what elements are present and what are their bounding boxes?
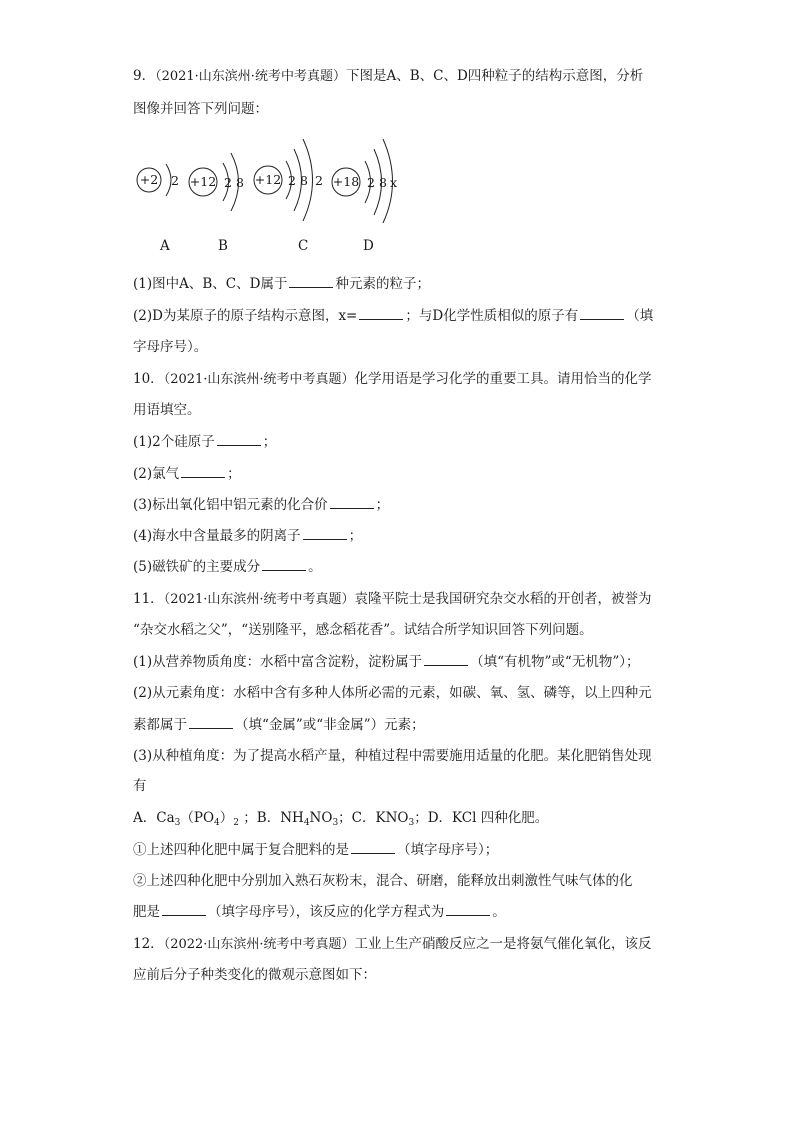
q11-part1-tail: （填“有机物”或“无机物”）； xyxy=(470,654,640,670)
q11-sub1 xyxy=(133,840,498,860)
q11-sub2-line1 xyxy=(133,871,633,891)
particle-label-D: D xyxy=(363,238,374,254)
particle-label-C: C xyxy=(298,238,309,254)
q9-stem-a: 下图是A、B、C、D四种粒子的结构示意图，分析 xyxy=(345,68,644,84)
q11-number: 11． xyxy=(133,591,164,607)
q11-sub2-text: ②上述四种化肥中分别加入熟石灰粉末，混合、研磨，能释放出刺激性气味气体的化 xyxy=(133,873,633,889)
fertilizer-d: ；D．KCl 四种化肥。 xyxy=(414,810,549,826)
q10-item-1 xyxy=(133,432,276,452)
q12-stem-a: 工业上生产硝酸反应之一是将氨气催化氧化，该反 xyxy=(354,936,652,952)
answer-blank[interactable] xyxy=(446,902,490,916)
particle-D-shell-3: x xyxy=(390,175,398,190)
q10-item-end: ； xyxy=(227,466,241,482)
q9-stem-line2 xyxy=(133,99,268,119)
q12-source: （2022·山东滨州·统考中考真题） xyxy=(163,937,355,952)
q11-part2-text: (2)从元素角度：水稻中含有多种人体所必需的元素，如碳、氧、氢、磷等，以上四种元 xyxy=(133,685,652,701)
answer-blank[interactable] xyxy=(580,306,624,320)
fertilizer-a: A．Ca xyxy=(133,810,175,826)
q11-sub2-end: 。 xyxy=(492,904,506,920)
particle-D-shell-2: 8 xyxy=(379,175,387,190)
answer-blank[interactable] xyxy=(359,306,403,320)
q12-stem-line1 xyxy=(133,934,652,955)
particle-C-shell-2: 8 xyxy=(300,173,308,188)
subscript: 4 xyxy=(303,818,310,828)
q9-stem-line1 xyxy=(133,66,643,87)
answer-blank[interactable] xyxy=(303,526,347,540)
particle-C-shell-3: 2 xyxy=(315,173,323,188)
particle-C-nucleus: +12 xyxy=(254,172,282,187)
q11-sub2-mid: （填字母序号），该反应的化学方程式为 xyxy=(208,904,445,920)
subscript: 3 xyxy=(332,818,339,828)
fertilizer-b: ；B．NH xyxy=(243,810,304,826)
fertilizer-b-part: NO xyxy=(309,810,333,826)
q10-item-text: (3)标出氧化铝中铝元素的化合价 xyxy=(133,497,328,513)
q9-part2-fill: （填 xyxy=(626,308,654,324)
q11-part3-line1 xyxy=(133,746,652,766)
q11-stem-b: “杂交水稻之父”，“送别隆平，感念稻花香”。试结合所学知识回答下列问题。 xyxy=(133,622,593,638)
q11-part3-line2 xyxy=(133,776,147,796)
q11-stem-line1 xyxy=(133,589,652,610)
q10-item-end: ； xyxy=(375,497,390,513)
answer-blank[interactable] xyxy=(181,464,225,478)
q12-stem-line2 xyxy=(133,965,376,985)
subscript: 4 xyxy=(214,818,220,828)
answer-blank[interactable] xyxy=(289,274,333,288)
particle-label-B: B xyxy=(218,238,228,254)
q10-item-5 xyxy=(133,557,322,577)
q11-part2-b: 素都属于 xyxy=(133,717,187,733)
q10-item-3 xyxy=(133,495,389,515)
answer-blank[interactable] xyxy=(262,557,306,571)
q10-number: 10． xyxy=(133,371,164,387)
q11-stem-a: 袁隆平院士是我国研究杂交水稻的开创者，被誉为 xyxy=(354,591,652,607)
q10-stem-b: 用语填空。 xyxy=(133,402,201,418)
q10-source: （2021·山东滨州·统考中考真题） xyxy=(163,372,355,387)
particle-A-shell-1: 2 xyxy=(171,173,179,188)
q11-sub1-tail: （填字母序号）； xyxy=(397,842,499,858)
answer-blank[interactable] xyxy=(351,840,395,854)
q11-part2-line2 xyxy=(133,715,425,735)
subscript: 3 xyxy=(174,818,181,828)
q11-sub1-text: ①上述四种化肥中属于复合肥料的是 xyxy=(133,842,349,858)
particle-B xyxy=(189,153,244,211)
answer-blank[interactable] xyxy=(217,432,261,446)
particle-A-nucleus: +2 xyxy=(139,172,159,187)
fertilizer-c: ；C．KNO xyxy=(338,810,409,826)
q10-item-2 xyxy=(133,464,241,484)
particle-D xyxy=(332,139,397,223)
subscript: 2 xyxy=(233,818,239,828)
q11-part2-line1 xyxy=(133,683,652,703)
q9-part1-text: (1)图中A、B、C、D属于 xyxy=(133,276,288,292)
particle-B-shell-1: 2 xyxy=(224,175,232,190)
q9-part2-cont xyxy=(133,337,207,357)
particle-C-shell-1: 2 xyxy=(288,173,296,188)
q10-stem-line1 xyxy=(133,369,652,390)
q11-stem-line2 xyxy=(133,620,593,640)
q10-item-text: (1)2个硅原子 xyxy=(133,434,215,450)
q10-item-4 xyxy=(133,526,362,546)
answer-blank[interactable] xyxy=(424,652,468,666)
q11-sub2-b: 肥是 xyxy=(133,904,160,920)
q11-part1 xyxy=(133,652,639,672)
fertilizer-a-part: （PO xyxy=(180,810,215,826)
q11-fertilizers xyxy=(133,808,548,828)
q10-stem-line2 xyxy=(133,400,201,420)
q10-stem-a: 化学用语是学习化学的重要工具。请用恰当的化学 xyxy=(354,371,652,387)
q9-stem-b: 图像并回答下列问题： xyxy=(133,101,268,117)
q11-part2-tail: （填“金属”或“非金属”）元素； xyxy=(235,717,425,733)
particle-label-A: A xyxy=(160,238,170,254)
q11-source: （2021·山东滨州·统考中考真题） xyxy=(163,592,355,607)
q12-stem-b: 应前后分子种类变化的微观示意图如下： xyxy=(133,967,376,983)
q12-number: 12． xyxy=(133,936,164,952)
particle-C xyxy=(254,139,323,221)
q10-item-end: ； xyxy=(262,434,277,450)
q10-item-text: (4)海水中含量最多的阴离子 xyxy=(133,528,301,544)
q9-part2-text: (2)D为某原子的原子结构示意图，x= xyxy=(133,308,358,324)
q9-part1-tail: 种元素的粒子； xyxy=(335,276,430,292)
atom-structure-diagram xyxy=(128,133,428,223)
particle-A xyxy=(137,164,179,196)
q11-part1-text: (1)从营养物质角度：水稻中富含淀粉，淀粉属于 xyxy=(133,654,423,670)
answer-blank[interactable] xyxy=(189,715,233,729)
q11-sub2-line2 xyxy=(133,902,506,922)
q9-source: （2021·山东滨州·统考中考真题） xyxy=(155,69,346,84)
q10-item-end: ； xyxy=(348,528,363,544)
q11-part3-b: 有 xyxy=(133,778,147,794)
q9-part2-mid: ；与D化学性质相似的原子有 xyxy=(405,308,579,324)
q9-part2 xyxy=(133,306,653,326)
fertilizer-a-part: ） xyxy=(219,810,234,826)
answer-blank[interactable] xyxy=(162,902,206,916)
q9-part1 xyxy=(133,274,430,294)
answer-blank[interactable] xyxy=(330,495,374,509)
particle-B-shell-2: 8 xyxy=(236,175,244,190)
particle-B-nucleus: +12 xyxy=(189,174,217,189)
q9-number: 9． xyxy=(133,68,156,84)
q10-item-end: 。 xyxy=(308,559,322,575)
q10-item-text: (2)氯气 xyxy=(133,466,180,482)
subscript: 3 xyxy=(408,818,415,828)
q11-part3-text: (3)从种植角度：为了提高水稻产量，种植过程中需要施用适量的化肥。某化肥销售处现 xyxy=(133,748,652,764)
q9-part2-end: 字母序号）。 xyxy=(133,339,208,355)
particle-D-shell-1: 2 xyxy=(367,175,375,190)
particle-D-nucleus: +18 xyxy=(332,174,360,189)
q10-item-text: (5)磁铁矿的主要成分 xyxy=(133,559,261,575)
